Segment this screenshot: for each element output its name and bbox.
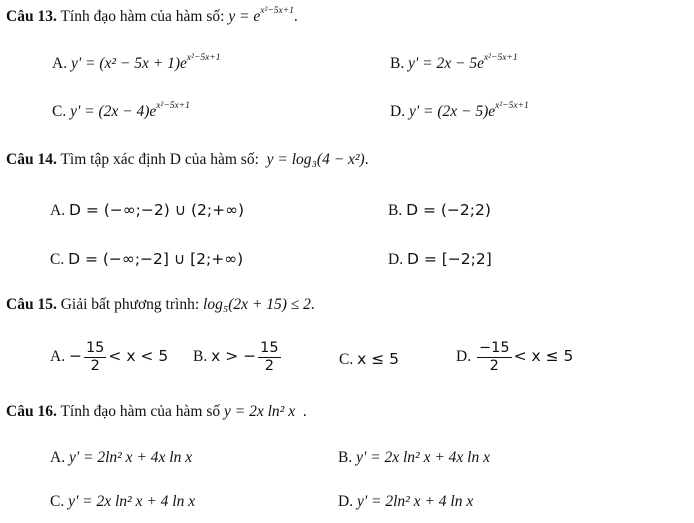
- q16-option-b[interactable]: B. y' = 2x ln² x + 4x ln x: [338, 449, 490, 466]
- question-16-label: Câu 16.: [6, 403, 57, 420]
- question-15-text: Giải bất phương trình:: [60, 296, 200, 313]
- question-13-text: Tính đạo hàm của hàm số:: [60, 8, 225, 25]
- question-14-label: Câu 14.: [6, 151, 57, 168]
- q14-option-b[interactable]: B. D = (−2;2): [388, 201, 491, 219]
- question-15: Câu 15. Giải bất phương trình: log₅(2x + 15) ≤ 2.: [6, 296, 315, 313]
- q14-option-a[interactable]: A. D = (−∞;−2) ∪ (2;+∞): [50, 201, 245, 219]
- q14-option-d[interactable]: D. D = [−2;2]: [388, 250, 492, 268]
- question-16-text: Tính đạo hàm của hàm số: [60, 403, 221, 420]
- q16-option-d[interactable]: D. y' = 2ln² x + 4 ln x: [338, 493, 474, 510]
- question-15-expr: log₅(2x + 15) ≤ 2: [203, 296, 311, 313]
- question-15-label: Câu 15.: [6, 296, 57, 313]
- q14-option-c[interactable]: C. D = (−∞;−2] ∪ [2;+∞): [50, 250, 244, 268]
- q15-option-b[interactable]: B. x > − $\frac{15}{2}$: [193, 340, 279, 374]
- question-14-expr: y = log₃(4 − x²): [266, 151, 365, 168]
- question-16-expr: y = 2x ln² x: [224, 403, 296, 420]
- question-13: Câu 13. Tính đạo hàm của hàm số: $y = e^{x^2-5x+1}$.: [6, 6, 298, 25]
- question-14-text: Tìm tập xác định D của hàm số:: [60, 151, 259, 168]
- q15-option-a[interactable]: A. − $\frac{15}{2}$ < x < 5: [50, 340, 169, 374]
- q13-option-c[interactable]: C. $y' = (2x - 4)e^{x^2-5x+1}$: [52, 101, 190, 120]
- q13-option-d[interactable]: D. $y' = (2x - 5)e^{x^2-5x+1}$: [390, 101, 529, 120]
- question-14: Câu 14. Tìm tập xác định D của hàm số: y = log₃(4 − x²).: [6, 151, 369, 168]
- q15-option-c[interactable]: C. x ≤ 5: [339, 350, 399, 368]
- question-16: Câu 16. Tính đạo hàm của hàm số y = 2x ln² x .: [6, 403, 307, 420]
- q13-option-a[interactable]: A. $y' = (x^2 - 5x + 1)e^{x^2-5x+1}$: [52, 53, 221, 72]
- q16-option-c[interactable]: C. y' = 2x ln² x + 4 ln x: [50, 493, 196, 510]
- question-13-expr: $y = e^{x^2-5x+1}$: [228, 6, 294, 25]
- q15-option-d[interactable]: D. $\frac{-15}{2}$ < x ≤ 5: [456, 340, 574, 374]
- q16-option-a[interactable]: A. y' = 2ln² x + 4x ln x: [50, 449, 193, 466]
- question-13-label: Câu 13.: [6, 8, 57, 25]
- q13-option-b[interactable]: B. $y' = 2x - 5e^{x^2-5x+1}$: [390, 53, 518, 72]
